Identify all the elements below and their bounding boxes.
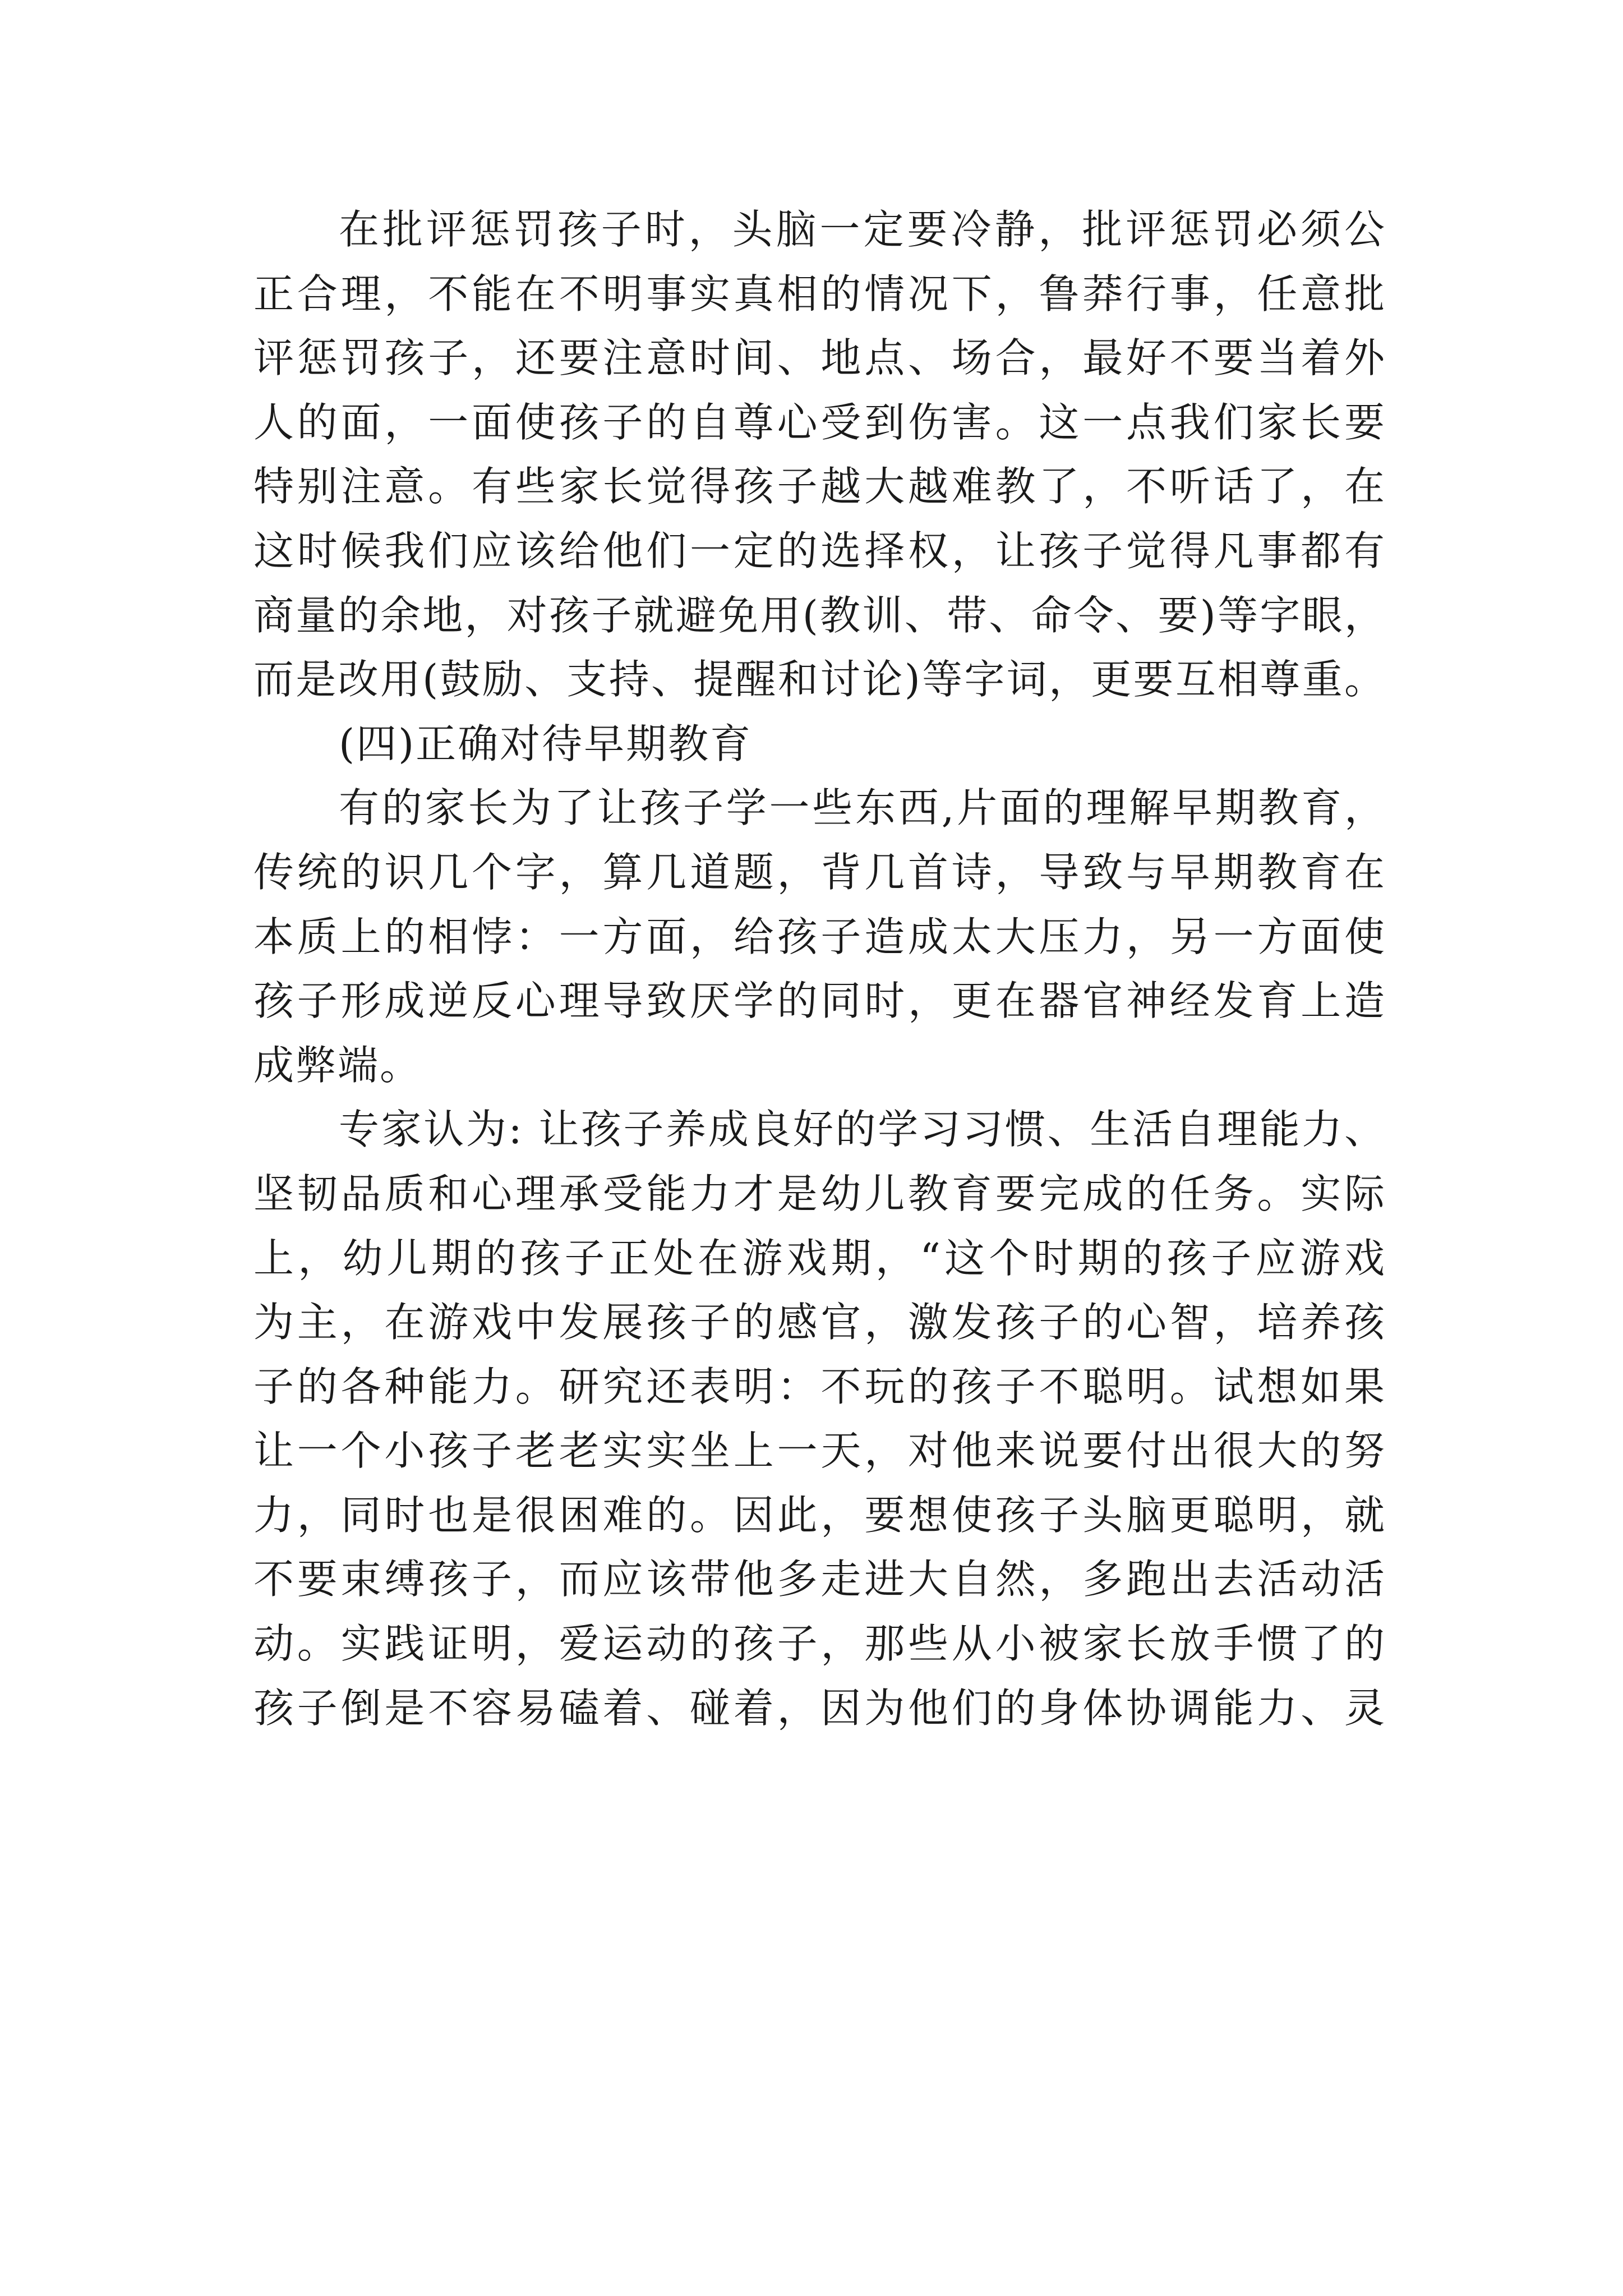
text-line: 动。实践证明，爱运动的孩子，那些从小被家长放手惯了的 <box>253 1620 1386 1668</box>
text-line: 正合理，不能在不明事实真相的情况下，鲁莽行事，任意批 <box>253 270 1386 318</box>
text-line: 让一个小孩子老老实实坐上一天，对他来说要付出很大的努 <box>253 1427 1386 1475</box>
text-line: 孩子形成逆反心理导致厌学的同时，更在器官神经发育上造 <box>253 977 1386 1025</box>
text-line: 评惩罚孩子，还要注意时间、地点、场合，最好不要当着外 <box>253 334 1386 382</box>
text-line: 商量的余地，对孩子就避免用(教训、带、命令、要)等字眼， <box>253 591 1386 639</box>
text-line: 子的各种能力。研究还表明：不玩的孩子不聪明。试想如果 <box>253 1363 1386 1410</box>
text-line: 这时候我们应该给他们一定的选择权，让孩子觉得凡事都有 <box>253 527 1386 574</box>
text-line: 力，同时也是很困难的。因此，要想使孩子头脑更聪明，就 <box>253 1491 1386 1539</box>
text-line: 传统的识几个字，算几道题，背几首诗，导致与早期教育在 <box>253 848 1386 896</box>
text-line: 成弊端。 <box>253 1041 422 1089</box>
text-line: 在批评惩罚孩子时，头脑一定要冷静，批评惩罚必须公 <box>339 206 1386 253</box>
text-line: 特别注意。有些家长觉得孩子越大越难教了，不听话了，在 <box>253 463 1386 510</box>
text-line: 不要束缚孩子，而应该带他多走进大自然，多跑出去活动活 <box>253 1556 1386 1603</box>
text-line: 而是改用(鼓励、支持、提醒和讨论)等字词，更要互相尊重。 <box>253 656 1386 703</box>
text-line: 人的面，一面使孩子的自尊心受到伤害。这一点我们家长要 <box>253 398 1386 446</box>
text-line: 有的家长为了让孩子学一些东西,片面的理解早期教育， <box>339 784 1386 832</box>
text-line: 本质上的相悖：一方面，给孩子造成太大压力，另一方面使 <box>253 913 1386 960</box>
text-line: 孩子倒是不容易磕着、碰着，因为他们的身体协调能力、灵 <box>253 1684 1386 1732</box>
text-line: (四)正确对待早期教育 <box>339 720 753 767</box>
document-body <box>253 197 1386 1740</box>
text-line: 坚韧品质和心理承受能力才是幼儿教育要完成的任务。实际 <box>253 1170 1386 1217</box>
text-line: 专家认为: 让孩子养成良好的学习习惯、生活自理能力、 <box>339 1106 1386 1153</box>
text-line: 为主，在游戏中发展孩子的感官，激发孩子的心智，培养孩 <box>253 1299 1386 1346</box>
text-line: 上，幼儿期的孩子正处在游戏期，“这个时期的孩子应游戏 <box>253 1234 1386 1282</box>
